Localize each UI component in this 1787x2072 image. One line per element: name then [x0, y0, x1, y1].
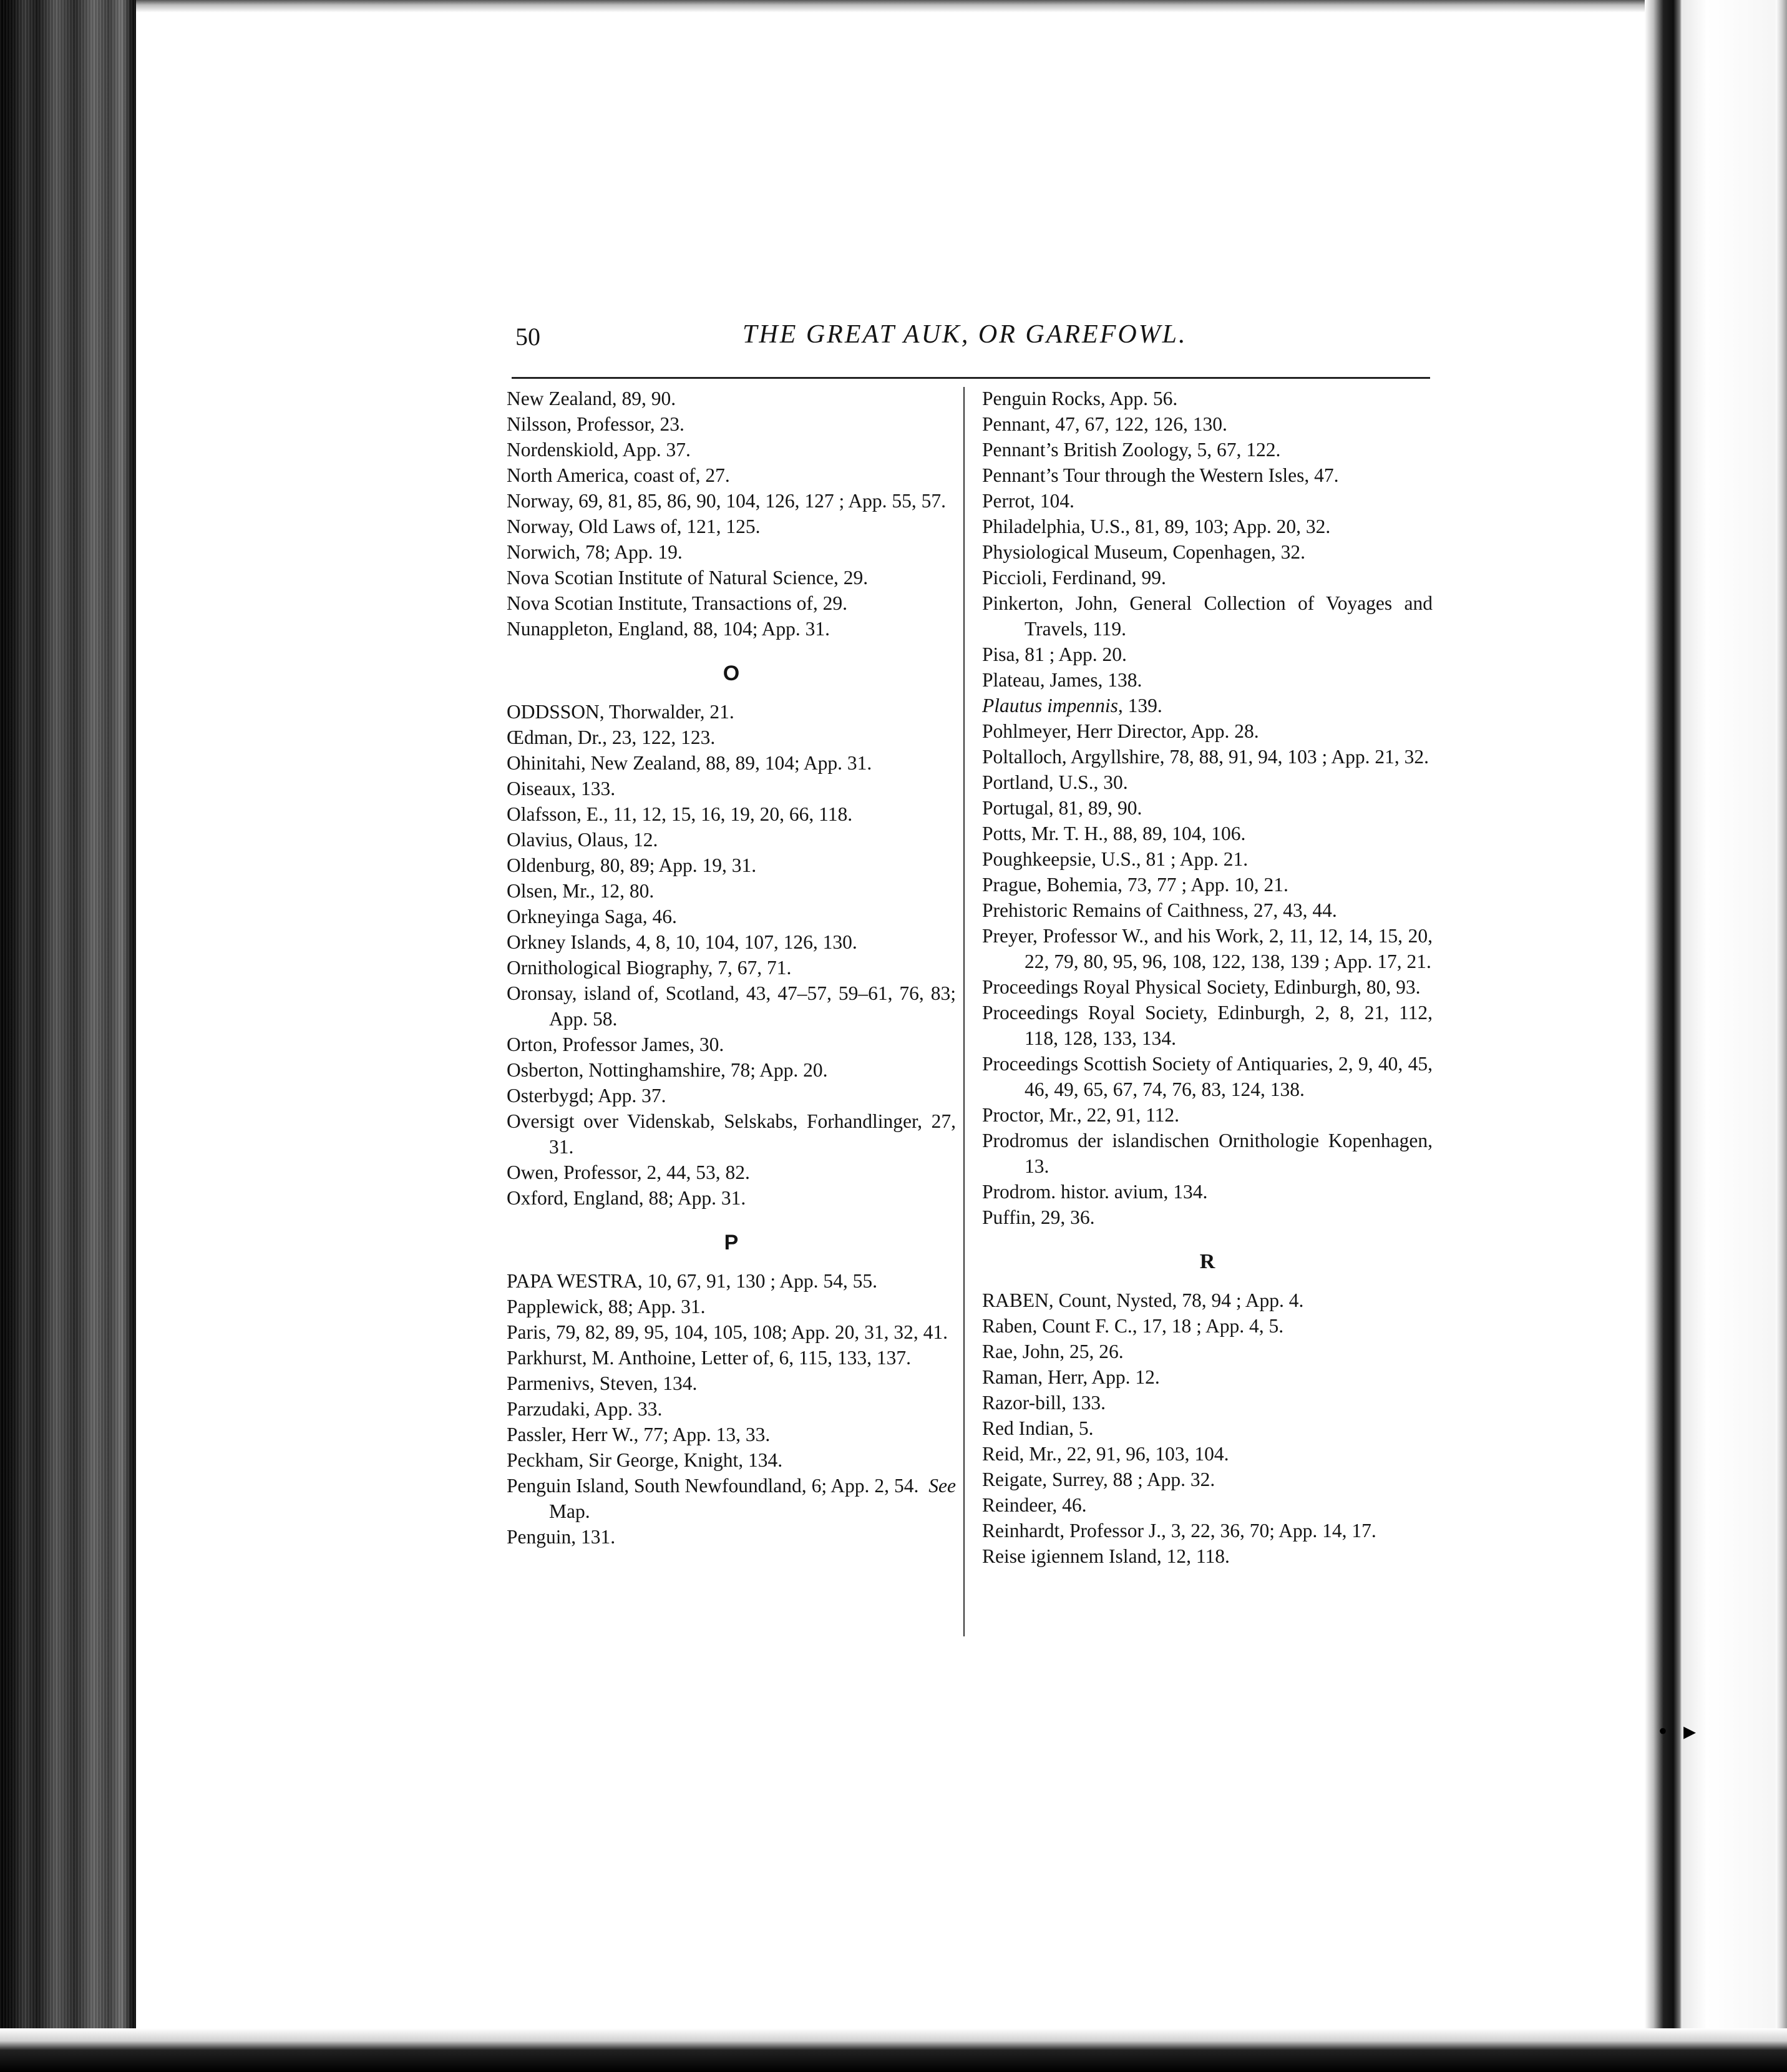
- gutter-marks: • ▸: [1658, 1717, 1702, 1745]
- index-entry: Prehistoric Remains of Caithness, 27, 43, 44.: [982, 899, 1337, 921]
- index-entry: Philadelphia, U.S., 81, 89, 103; App. 20, 32.: [982, 516, 1331, 537]
- index-entry: Parmenivs, Steven, 134.: [507, 1372, 698, 1394]
- index-entry: Olafsson, E., 11, 12, 15, 16, 19, 20, 66, 118.: [507, 803, 853, 825]
- running-head: THE GREAT AUK, OR GAREFOWL.: [743, 320, 1187, 349]
- index-entry: Prodrom. histor. avium, 134.: [982, 1181, 1208, 1203]
- index-entry: Nova Scotian Institute, Transactions of, 29.: [507, 592, 847, 614]
- entry-text: Penguin Island, South Newfoundland, 6; App. 2, 54.: [507, 1475, 919, 1497]
- page-header: [512, 320, 1429, 357]
- index-entry: Penguin Rocks, App. 56.: [982, 388, 1178, 409]
- index-entry: Nunappleton, England, 88, 104; App. 31.: [507, 618, 830, 640]
- entry-pages: , 139.: [1117, 695, 1162, 716]
- column-divider: [963, 387, 965, 1636]
- index-entry: Pinkerton, John, General Collection of Voyages and Travels, 119.: [982, 592, 1433, 640]
- index-entry: Rae, John, 25, 26.: [982, 1341, 1124, 1362]
- index-entry: Pisa, 81 ; App. 20.: [982, 643, 1127, 665]
- index-entry: Oldenburg, 80, 89; App. 19, 31.: [507, 854, 757, 876]
- index-entry: Prodromus der islandischen Ornithologie Kopenhagen, 13.: [982, 1130, 1433, 1177]
- index-entry: Proceedings Royal Physical Society, Edinburgh, 80, 93.: [982, 976, 1421, 998]
- section-letter-p: P: [724, 1231, 739, 1254]
- index-entry: Razor-bill, 133.: [982, 1392, 1106, 1414]
- index-entry: Oversigt over Videnskab, Selskabs, Forhandlinger, 27, 31.: [507, 1110, 956, 1158]
- index-entry: PAPA WESTRA, 10, 67, 91, 130 ; App. 54, 55.: [507, 1270, 877, 1292]
- latin-name: Plautus impennis: [982, 695, 1118, 716]
- page-top-edge: [136, 0, 1646, 12]
- index-entry: [507, 1473, 956, 1524]
- index-entry: Osterbygd; App. 37.: [507, 1085, 666, 1107]
- index-entry: Proceedings Scottish Society of Antiquaries, 2, 9, 40, 45, 46, 49, 65, 67, 74, 76, 83, 124, 138.: [982, 1053, 1433, 1100]
- index-entry: North America, coast of, 27.: [507, 464, 730, 486]
- index-entry: Norway, 69, 81, 85, 86, 90, 104, 126, 127 ; App. 55, 57.: [507, 490, 947, 512]
- index-entry: Reid, Mr., 22, 91, 96, 103, 104.: [982, 1443, 1229, 1465]
- section-letter-o: O: [723, 662, 740, 685]
- page-number: 50: [515, 323, 540, 351]
- index-entry: Reindeer, 46.: [982, 1494, 1087, 1516]
- index-entry: Oronsay, island of, Scotland, 43, 47–57, 59–61, 76, 83; App. 58.: [507, 982, 956, 1030]
- header-rule: [512, 377, 1430, 379]
- index-entry: Perrot, 104.: [982, 490, 1074, 512]
- index-entry: Papplewick, 88; App. 31.: [507, 1296, 706, 1317]
- index-entry: Parzudaki, App. 33.: [507, 1398, 663, 1420]
- index-entry: Pennant’s British Zoology, 5, 67, 122.: [982, 439, 1281, 461]
- index-entry: Plateau, James, 138.: [982, 669, 1142, 691]
- index-entry: Orkneyinga Saga, 46.: [507, 906, 677, 927]
- index-entry: Olavius, Olaus, 12.: [507, 829, 658, 851]
- facing-page-edge: [1776, 0, 1787, 2072]
- index-entry: Red Indian, 5.: [982, 1417, 1094, 1439]
- index-entry: Pohlmeyer, Herr Director, App. 28.: [982, 720, 1259, 742]
- section-letter-r: R: [1199, 1250, 1215, 1273]
- index-entry: Norway, Old Laws of, 121, 125.: [507, 516, 761, 537]
- index-entry: Ornithological Biography, 7, 67, 71.: [507, 957, 792, 979]
- index-entry: New Zealand, 89, 90.: [507, 388, 676, 409]
- index-entry: Ohinitahi, New Zealand, 88, 89, 104; App. 31.: [507, 752, 872, 774]
- index-entry: Poltalloch, Argyllshire, 78, 88, 91, 94, 103 ; App. 21, 32.: [982, 746, 1429, 768]
- index-group-n: [507, 386, 956, 642]
- see-target: Map.: [549, 1500, 590, 1522]
- index-entry: Proctor, Mr., 22, 91, 112.: [982, 1104, 1180, 1126]
- index-entry: Pennant, 47, 67, 122, 126, 130.: [982, 413, 1227, 435]
- index-entry: Reise igiennem Island, 12, 118.: [982, 1545, 1230, 1567]
- index-entry: Parkhurst, M. Anthoine, Letter of, 6, 115, 133, 137.: [507, 1347, 912, 1369]
- index-entry: Poughkeepsie, U.S., 81 ; App. 21.: [982, 848, 1249, 870]
- index-entry: Proceedings Royal Society, Edinburgh, 2, 8, 21, 112, 118, 128, 133, 134.: [982, 1002, 1433, 1049]
- index-group-r: [982, 1288, 1433, 1569]
- index-entry: Puffin, 29, 36.: [982, 1206, 1095, 1228]
- index-entry: Nilsson, Professor, 23.: [507, 413, 684, 435]
- index-column-right: [982, 386, 1433, 1569]
- index-entry: Penguin, 131.: [507, 1526, 616, 1548]
- index-column-left: [507, 386, 956, 1550]
- index-entry: Paris, 79, 82, 89, 95, 104, 105, 108; App. 20, 31, 32, 41.: [507, 1321, 948, 1343]
- index-entry: Raman, Herr, App. 12.: [982, 1366, 1160, 1388]
- index-entry: [982, 693, 1433, 718]
- page-bottom-edge: [0, 2028, 1787, 2072]
- index-entry: Nordenskiold, App. 37.: [507, 439, 691, 461]
- index-entry: Pennant’s Tour through the Western Isles, 47.: [982, 464, 1339, 486]
- index-entry: Peckham, Sir George, Knight, 134.: [507, 1449, 783, 1471]
- index-entry: Nova Scotian Institute of Natural Science, 29.: [507, 567, 869, 589]
- index-entry: Oiseaux, 133.: [507, 778, 616, 799]
- index-entry: Norwich, 78; App. 19.: [507, 541, 683, 563]
- index-group-p: [507, 1268, 956, 1550]
- index-entry: ODDSSON, Thorwalder, 21.: [507, 701, 734, 723]
- index-entry: Prague, Bohemia, 73, 77 ; App. 10, 21.: [982, 874, 1288, 896]
- book-spine-edge: [0, 0, 136, 2072]
- index-entry: Portland, U.S., 30.: [982, 771, 1128, 793]
- index-entry: Reinhardt, Professor J., 3, 22, 36, 70; App. 14, 17.: [982, 1520, 1376, 1542]
- index-group-o: [507, 699, 956, 1211]
- index-entry: Preyer, Professor W., and his Work, 2, 11, 12, 14, 15, 20, 22, 79, 80, 95, 96, 108, 122, 138, 139 ; App. 17, 21.: [982, 925, 1433, 972]
- index-entry: Oxford, England, 88; App. 31.: [507, 1187, 746, 1209]
- book-gutter: [1645, 0, 1682, 2072]
- index-entry: Raben, Count F. C., 17, 18 ; App. 4, 5.: [982, 1315, 1284, 1337]
- index-group-p-continued: [982, 386, 1433, 1230]
- index-entry: Portugal, 81, 89, 90.: [982, 797, 1142, 819]
- index-entry: RABEN, Count, Nysted, 78, 94 ; App. 4.: [982, 1289, 1304, 1311]
- facing-page: [1682, 0, 1787, 2072]
- index-entry: Physiological Museum, Copenhagen, 32.: [982, 541, 1305, 563]
- see-reference: See: [928, 1475, 957, 1497]
- index-entry: Reigate, Surrey, 88 ; App. 32.: [982, 1468, 1215, 1490]
- index-entry: Orkney Islands, 4, 8, 10, 104, 107, 126, 130.: [507, 931, 857, 953]
- index-entry: Olsen, Mr., 12, 80.: [507, 880, 655, 902]
- index-entry: Passler, Herr W., 77; App. 13, 33.: [507, 1424, 771, 1445]
- index-entry: Osberton, Nottinghamshire, 78; App. 20.: [507, 1059, 828, 1081]
- index-entry: Owen, Professor, 2, 44, 53, 82.: [507, 1161, 750, 1183]
- index-entry: Piccioli, Ferdinand, 99.: [982, 567, 1166, 589]
- index-entry: Orton, Professor James, 30.: [507, 1034, 724, 1055]
- index-entry: Œdman, Dr., 23, 122, 123.: [507, 726, 716, 748]
- index-entry: Potts, Mr. T. H., 88, 89, 104, 106.: [982, 823, 1246, 844]
